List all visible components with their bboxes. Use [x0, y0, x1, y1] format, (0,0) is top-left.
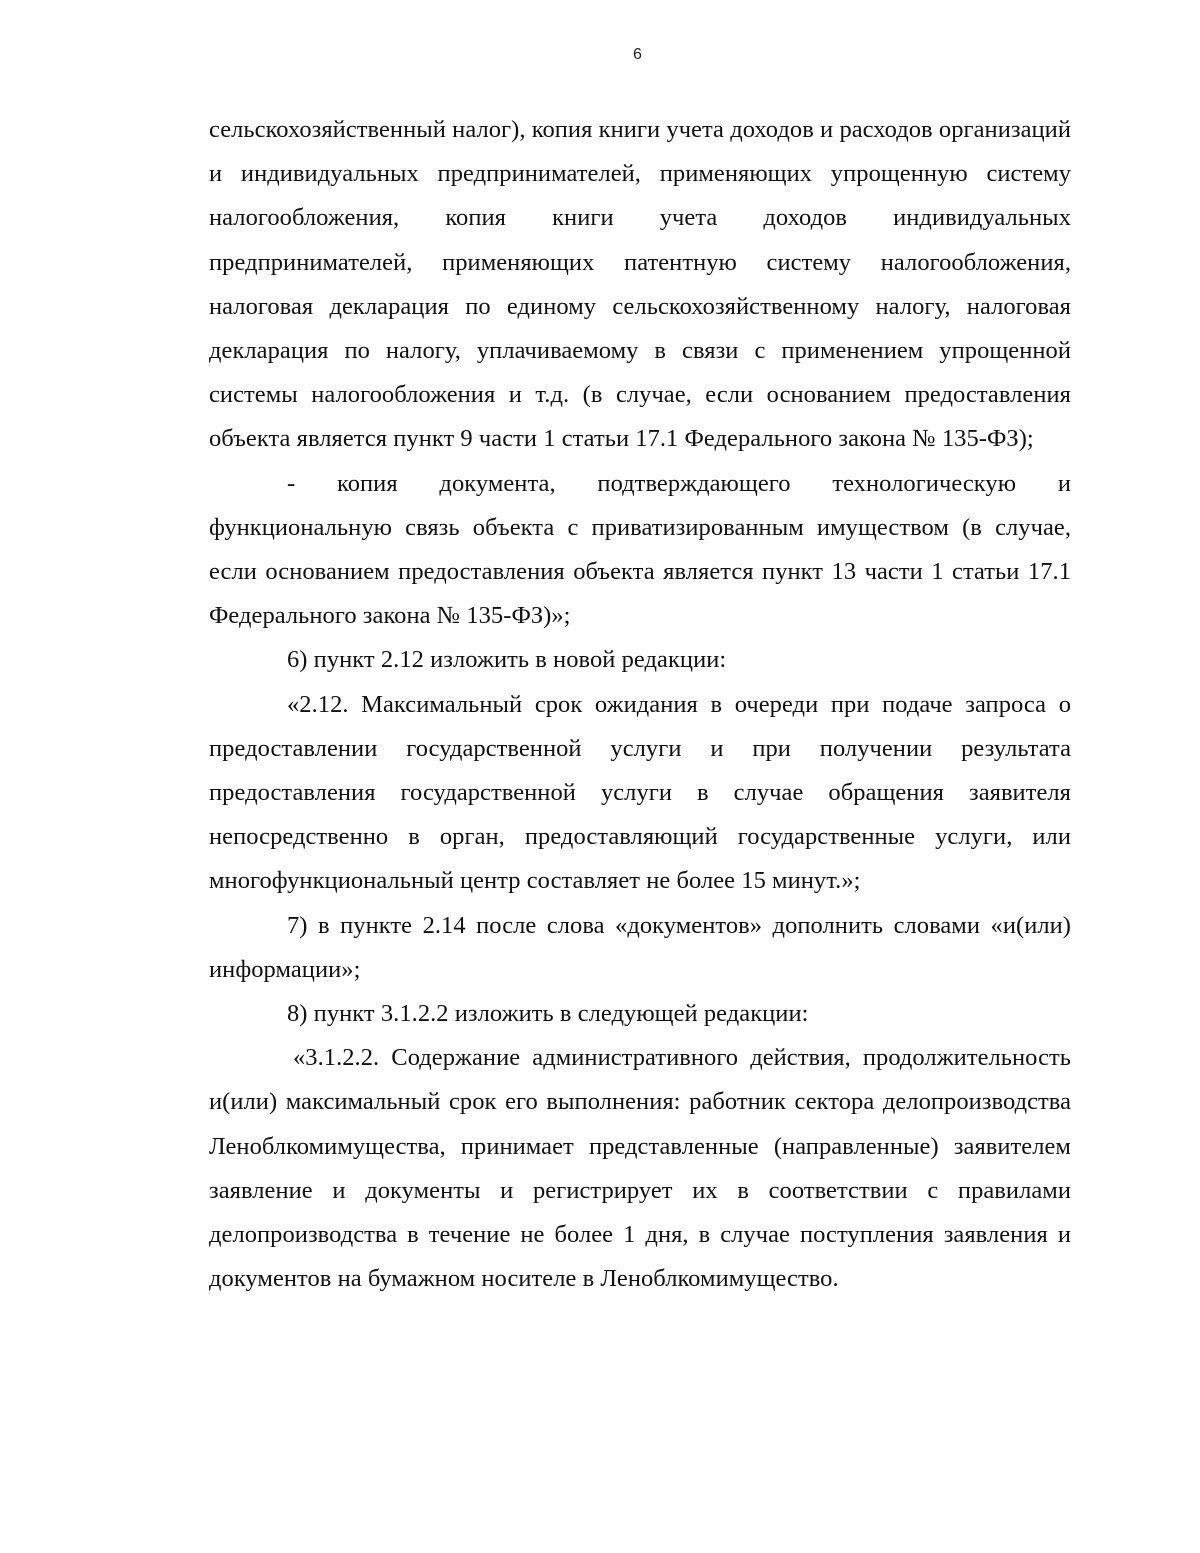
paragraph-item-7: 7) в пункте 2.14 после слова «документов» дополнить словами «и(или) информации»; [209, 911, 1071, 983]
page-number: 6 [633, 46, 642, 63]
paragraph-item-6: 6) пункт 2.12 изложить в новой редакции: [287, 646, 727, 674]
paragraph-2-12: «2.12. Максимальный срок ожидания в очереди при подаче запроса о предоставлении государственной услуги и при получении результата предоставления государственной услуги в случае обращения заявителя непосредственно в орган, предоставляющий государственные услуги, или многофункциональный центр составляет не более 15 минут.»; [209, 690, 1071, 895]
document-body [209, 108, 1071, 1301]
paragraph-tax-documents: сельскохозяйственный налог), копия книги учета доходов и расходов организаций и индивидуальных предпринимателей, применяющих упрощенную систему налогообложения, копия книги учета доходов индивидуальных предпринимателей, применяющих патентную систему налогообложения, налоговая декларация по единому сельскохозяйственному налогу, налоговая декларация по налогу, уплачиваемому в связи с применением упрощенной системы налогообложения и т.д. (в случае, если основанием предоставления объекта является пункт 9 части 1 статьи 17.1 Федерального закона № 135-ФЗ); [209, 116, 1071, 453]
paragraph-privatized-property: - копия документа, подтверждающего технологическую и функциональную связь объекта с приватизированным имуществом (в случае, если основанием предоставления объекта является пункт 13 части 1 статьи 17.1 Федерального закона № 135-ФЗ)»; [209, 469, 1071, 630]
paragraph-item-8: 8) пункт 3.1.2.2 изложить в следующей редакции: [287, 1000, 809, 1028]
paragraph-3-1-2-2: «3.1.2.2. Содержание административного действия, продолжительность и(или) максимальный срок его выполнения: работник сектора делопроизводства Леноблкомимущества, принимает представленные (направленные) заявителем заявление и документы и регистрирует их в соответствии с правилами делопроизводства в течение не более 1 дня, в случае поступления заявления и документов на бумажном носителе в Леноблкомимущество. [209, 1044, 1071, 1293]
